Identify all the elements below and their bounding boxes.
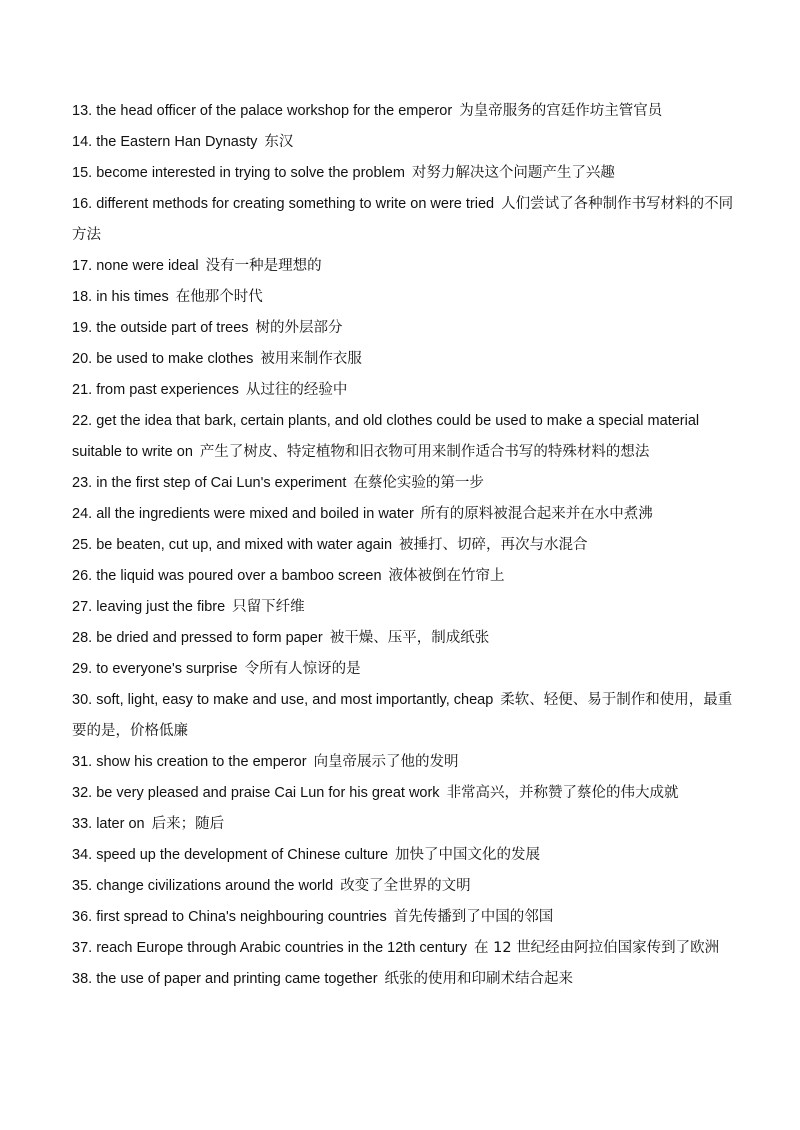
- list-item: [72, 685, 744, 747]
- list-item: [72, 530, 744, 561]
- list-item: [72, 375, 744, 406]
- chinese-translation: 纸张的使用和印刷术结合起来: [384, 971, 574, 987]
- item-number: 34.: [72, 847, 93, 863]
- english-phrase: in his times: [96, 289, 169, 305]
- chinese-translation: 对努力解决这个问题产生了兴趣: [411, 165, 615, 181]
- item-number: 32.: [72, 785, 93, 801]
- chinese-translation: 被干燥、压平，制成纸张: [329, 630, 490, 646]
- english-phrase: be beaten, cut up, and mixed with water again: [96, 537, 393, 553]
- item-number: 19.: [72, 320, 93, 336]
- english-phrase: none were ideal: [96, 258, 199, 274]
- english-phrase: speed up the development of Chinese culture: [96, 847, 389, 863]
- item-number: 31.: [72, 754, 93, 770]
- english-phrase: later on: [96, 816, 145, 832]
- chinese-translation: 从过往的经验中: [245, 382, 348, 398]
- list-item: [72, 623, 744, 654]
- list-item: [72, 158, 744, 189]
- item-number: 26.: [72, 568, 93, 584]
- chinese-translation: 改变了全世界的文明: [340, 878, 471, 894]
- item-number: 15.: [72, 165, 93, 181]
- chinese-translation: 没有一种是理想的: [205, 258, 322, 274]
- list-item: [72, 499, 744, 530]
- item-number: 14.: [72, 134, 93, 150]
- chinese-translation: 令所有人惊讶的是: [244, 661, 361, 677]
- item-number: 22.: [72, 413, 93, 429]
- english-phrase: soft, light, easy to make and use, and most importantly, cheap: [96, 692, 494, 708]
- chinese-translation: 加快了中国文化的发展: [395, 847, 541, 863]
- english-phrase: to everyone's surprise: [96, 661, 238, 677]
- list-item: [72, 313, 744, 344]
- english-phrase: leaving just the fibre: [96, 599, 226, 615]
- list-item: [72, 189, 744, 251]
- english-phrase: different methods for creating something to write on were tried: [96, 196, 495, 212]
- english-phrase: in the first step of Cai Lun's experiment: [96, 475, 347, 491]
- english-phrase: the use of paper and printing came together: [96, 971, 378, 987]
- list-item: [72, 933, 744, 964]
- item-number: 29.: [72, 661, 93, 677]
- english-phrase: all the ingredients were mixed and boiled in water: [96, 506, 414, 522]
- item-number: 13.: [72, 103, 93, 119]
- chinese-translation: 东汉: [264, 134, 294, 150]
- chinese-translation: 柔软、轻便、易于制作和使用，最重要的是，价格低廉: [72, 692, 733, 739]
- english-phrase: show his creation to the emperor: [96, 754, 307, 770]
- chinese-translation: 在他那个时代: [175, 289, 263, 305]
- english-phrase: be dried and pressed to form paper: [96, 630, 323, 646]
- english-phrase: become interested in trying to solve the problem: [96, 165, 405, 181]
- list-item: [72, 468, 744, 499]
- english-phrase: the outside part of trees: [96, 320, 249, 336]
- item-number: 18.: [72, 289, 93, 305]
- item-number: 24.: [72, 506, 93, 522]
- item-number: 28.: [72, 630, 93, 646]
- item-number: 27.: [72, 599, 93, 615]
- chinese-translation: 为皇帝服务的宫廷作坊主管官员: [459, 103, 663, 119]
- english-phrase: the head officer of the palace workshop for the emperor: [96, 103, 453, 119]
- chinese-translation: 向皇帝展示了他的发明: [313, 754, 459, 770]
- chinese-translation: 只留下纤维: [232, 599, 305, 615]
- list-item: [72, 871, 744, 902]
- chinese-translation: 产生了树皮、特定植物和旧衣物可用来制作适合书写的特殊材料的想法: [199, 444, 650, 460]
- item-number: 21.: [72, 382, 93, 398]
- list-item: [72, 406, 744, 468]
- list-item: [72, 654, 744, 685]
- item-number: 37.: [72, 940, 93, 956]
- list-item: [72, 902, 744, 933]
- list-item: [72, 344, 744, 375]
- english-phrase: change civilizations around the world: [96, 878, 334, 894]
- chinese-translation: 液体被倒在竹帘上: [388, 568, 505, 584]
- list-item: [72, 964, 744, 995]
- chinese-translation: 被捶打、切碎，再次与水混合: [399, 537, 588, 553]
- list-item: [72, 251, 744, 282]
- item-number: 25.: [72, 537, 93, 553]
- list-item: [72, 592, 744, 623]
- english-phrase: the Eastern Han Dynasty: [96, 134, 258, 150]
- item-number: 36.: [72, 909, 93, 925]
- english-phrase: reach Europe through Arabic countries in the 12th century: [96, 940, 467, 956]
- item-number: 35.: [72, 878, 93, 894]
- item-number: 20.: [72, 351, 93, 367]
- chinese-translation: 首先传播到了中国的邻国: [393, 909, 554, 925]
- chinese-translation: 非常高兴，并称赞了蔡伦的伟大成就: [446, 785, 679, 801]
- english-phrase: the liquid was poured over a bamboo screen: [96, 568, 382, 584]
- chinese-translation: 所有的原料被混合起来并在水中煮沸: [420, 506, 653, 522]
- english-phrase: be very pleased and praise Cai Lun for his great work: [96, 785, 440, 801]
- list-item: [72, 561, 744, 592]
- item-number: 17.: [72, 258, 93, 274]
- item-number: 38.: [72, 971, 93, 987]
- vocabulary-list: [72, 96, 744, 995]
- chinese-translation: 后来；随后: [151, 816, 225, 832]
- english-phrase: get the idea that bark, certain plants, and old clothes could be used to make a special material suitable to write on: [72, 413, 700, 460]
- chinese-translation: 人们尝试了各种制作书写材料的不同方法: [72, 196, 734, 243]
- list-item: [72, 747, 744, 778]
- list-item: [72, 809, 744, 840]
- item-number: 23.: [72, 475, 93, 491]
- list-item: [72, 778, 744, 809]
- list-item: [72, 127, 744, 158]
- item-number: 33.: [72, 816, 93, 832]
- list-item: [72, 282, 744, 313]
- list-item: [72, 96, 744, 127]
- english-phrase: be used to make clothes: [96, 351, 254, 367]
- english-phrase: from past experiences: [96, 382, 239, 398]
- chinese-translation: 在蔡伦实验的第一步: [353, 475, 484, 491]
- item-number: 16.: [72, 196, 93, 212]
- chinese-translation: 树的外层部分: [255, 320, 343, 336]
- chinese-translation: 被用来制作衣服: [260, 351, 362, 367]
- english-phrase: first spread to China's neighbouring countries: [96, 909, 387, 925]
- list-item: [72, 840, 744, 871]
- chinese-translation: 在 12 世纪经由阿拉伯国家传到了欧洲: [474, 940, 720, 956]
- item-number: 30.: [72, 692, 93, 708]
